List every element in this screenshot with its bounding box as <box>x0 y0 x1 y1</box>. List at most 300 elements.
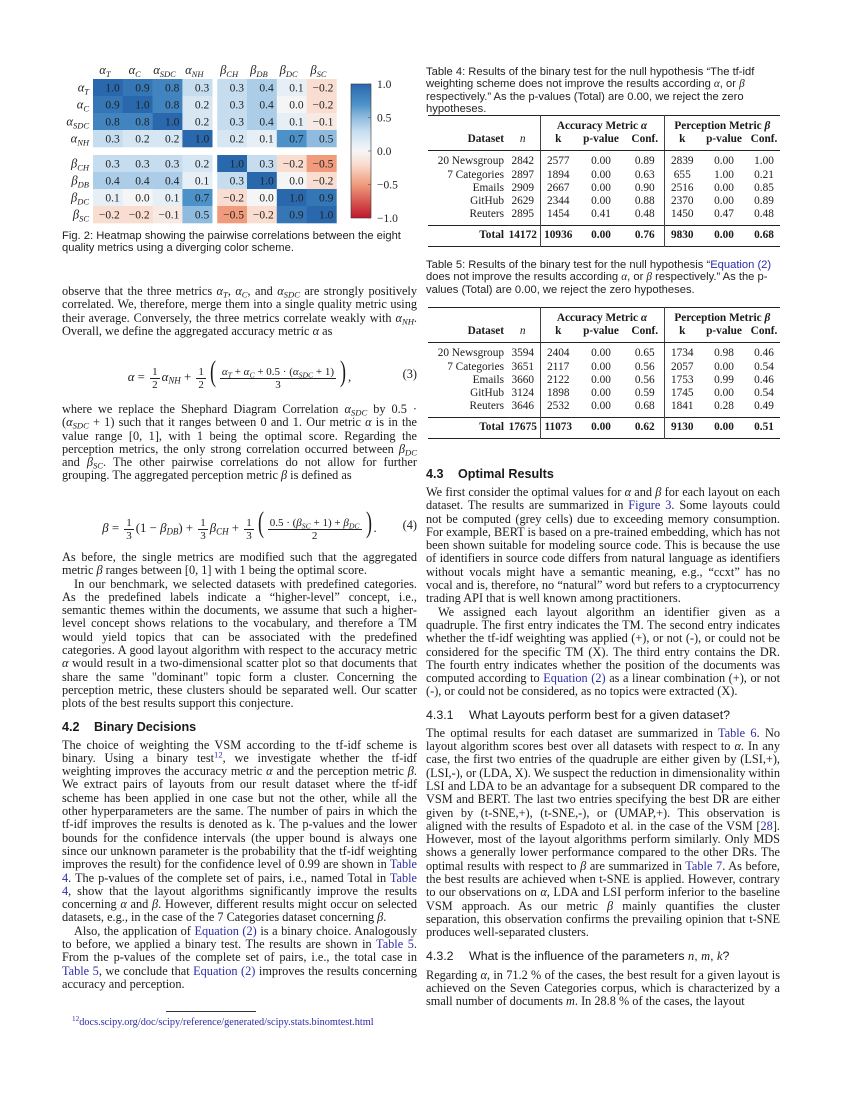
paragraph: Also, the application of Equation (2) is a binary choice. Analogously to before, we applied a binary test. The results are shown in Table 5. From the p-values of the complete set of pairs, i.e., the total case in Table 5, we conclude that Equation (2) improves the results concerning accuracy and perception. <box>62 923 418 991</box>
header-row <box>428 325 780 343</box>
column-header: k <box>664 325 700 343</box>
section-heading-4-2 <box>62 720 417 734</box>
table-cell: 2057 <box>670 360 694 373</box>
table-cell: 0.56 <box>626 361 664 374</box>
table-cell: 0.48 <box>626 208 664 226</box>
table-cell: 0.56 <box>626 374 664 387</box>
table-cell: 0.00 <box>576 418 626 438</box>
math-symbol: $\alpha_T$ <box>216 284 228 300</box>
group-header-accuracy: Accuracy Metric α <box>540 308 664 326</box>
colorbar-tick-label: −1.0 <box>377 213 398 225</box>
cross-reference-link[interactable]: Table 6 <box>717 725 757 740</box>
table-cell: 1.00 <box>754 155 774 168</box>
math-symbol: β <box>407 764 414 779</box>
heatmap-cell-value: 0.1 <box>259 133 274 146</box>
header-row <box>428 133 780 151</box>
heatmap-cell-value: 0.3 <box>165 158 180 171</box>
table-row <box>428 169 780 182</box>
heatmap-cell-value: 0.8 <box>165 99 180 112</box>
heatmap-cell-value: 0.5 <box>194 209 210 222</box>
table-cell: 0.41 <box>591 208 611 221</box>
column-header: p-value <box>700 133 748 151</box>
column-header: k <box>540 325 576 343</box>
table-cell: 0.90 <box>626 182 664 195</box>
footnote-link[interactable]: docs.scipy.org/doc/scipy/reference/generated/scipy.stats.binomtest.html <box>79 1017 374 1028</box>
table-cell: 0.00 <box>591 181 611 194</box>
denominator: 2 <box>198 378 204 391</box>
table-cell: Total <box>428 226 506 246</box>
math-symbol: n <box>519 325 526 338</box>
table-cell: 0.00 <box>714 360 734 373</box>
column-header: k <box>540 133 576 151</box>
math-symbol: $\beta_{SC}$ <box>296 516 311 531</box>
math-symbol: β <box>739 78 745 91</box>
heatmap-cell-value: 0.1 <box>165 192 180 205</box>
heatmap-cell-value: 0.4 <box>105 175 120 188</box>
table-cell: 1454 <box>546 208 570 221</box>
row-label: $\alpha_T$ <box>77 80 89 97</box>
table-cell: 0.00 <box>591 373 611 386</box>
table-cell: 0.88 <box>626 195 664 208</box>
heatmap-cell-value: −0.2 <box>282 158 304 171</box>
equation-4 <box>62 504 417 546</box>
equation-number: (3) <box>402 366 417 381</box>
heatmap-cell-value: 0.7 <box>289 133 304 146</box>
heatmap-cell-value: −0.1 <box>312 116 334 129</box>
table-cell: 3124 <box>506 387 540 400</box>
math-symbol: n <box>519 133 526 146</box>
column-header: Dataset <box>428 133 506 151</box>
cross-reference-link[interactable]: Equation (2) <box>710 259 772 271</box>
cross-reference-link[interactable]: Equation (2) <box>194 923 257 938</box>
paragraph: We first consider the optimal values for α and β for each layout on each dataset. The results are summarized in Figure 3. Some layouts could not be computed (grey cells) due to exceeding memory consumption. For example, BERT is based on a pre-trained embedding, which has not been shown suitable for modeling source code. This is because the use of identifiers in source code differs from natural language as identifiers without vocals might have a semantic meaning, e.g., “ccxt” has no vocal and is, therefore, no “natural” word but refers to a cryptocurrency trading API that is well known among practitioners. <box>426 485 781 606</box>
heatmap-cell-value: −0.2 <box>98 209 120 222</box>
heatmap-cell-value: −0.2 <box>312 82 334 95</box>
heatmap-cell-value: −0.5 <box>223 209 244 222</box>
table-cell: 0.98 <box>714 347 734 360</box>
colorbar-tick-label: 0.0 <box>377 146 392 158</box>
heatmap-cell-value: 0.9 <box>289 209 304 222</box>
fraction <box>150 366 160 391</box>
table-cell: 0.00 <box>591 347 611 360</box>
large-parenthesis: ( <box>257 506 264 540</box>
column-label: $\beta_{DC}$ <box>279 63 298 79</box>
table-cell: 2629 <box>506 195 540 208</box>
column-label: $\alpha_T$ <box>99 63 111 79</box>
table-cell: 0.63 <box>626 169 664 182</box>
section-number: 4.3.2 <box>426 948 454 963</box>
heatmap-cell-value: 1.0 <box>229 158 244 171</box>
heatmap-cell-value: −0.2 <box>223 192 244 205</box>
heatmap-cell-value: 0.3 <box>105 133 120 146</box>
table-cell: 1898 <box>546 387 570 400</box>
table-cell: 0.00 <box>576 226 626 246</box>
table-total-row <box>428 418 780 438</box>
heatmap-cell-value: 0.3 <box>105 158 120 171</box>
column-header: Conf. <box>748 133 780 151</box>
math-symbol: β <box>764 312 771 324</box>
empty-header <box>506 116 540 134</box>
table-cell: 0.00 <box>714 195 734 208</box>
column-header: p-value <box>576 133 626 151</box>
heatmap-cell-value: 0.3 <box>229 175 244 188</box>
equation-3 <box>62 353 417 395</box>
equation-body: α = $\frac{1}{2}$ $\alpha_{NH}$ + $\frac{1}{2}$ ( $\frac{\alpha_T + \alpha_C + 0.5 \cdot (\alpha_{SDC} + 1)}{3}$ ) , <box>127 355 352 391</box>
table-cell: 2909 <box>506 182 540 195</box>
math-symbol: $\beta_{SC}$ <box>86 455 104 471</box>
table-cell: 10936 <box>540 226 576 246</box>
heatmap-cell-value: −0.1 <box>158 209 180 222</box>
heatmap-cell-value: −0.5 <box>312 158 334 171</box>
equation-body: β = $\frac{1}{3}$ $(1 - \beta_{DB})$ + $\frac{1}{3}$ $\beta_{CH}$ + $\frac{1}{3}$ ( $\frac{0.5 \cdot (\beta_{SC} + 1) + \beta_{DC}}{2}$ ) . <box>102 506 377 542</box>
table-cell: 1841 <box>670 400 694 413</box>
numerator: 1 <box>200 516 206 529</box>
table-cell: 0.00 <box>591 387 611 400</box>
table-cell: 0.62 <box>626 418 664 438</box>
heatmap-cell-value: 0.0 <box>259 192 274 205</box>
numerator: 1 <box>152 365 158 378</box>
math-symbol: β <box>280 468 288 483</box>
table-row <box>428 195 780 208</box>
table-cell: 0.54 <box>754 387 774 400</box>
column-label: $\alpha_{SDC}$ <box>153 63 176 79</box>
heatmap-cell-value: 0.3 <box>259 158 274 171</box>
left-column-flow <box>62 551 417 991</box>
table-cell: 7 Categories <box>447 360 504 373</box>
table-row <box>428 400 780 418</box>
heatmap-cell-value: −0.2 <box>312 99 334 112</box>
math-symbol: β <box>607 898 614 913</box>
large-parenthesis: ) <box>365 506 372 540</box>
header-group-row <box>428 308 780 326</box>
results-table <box>428 115 780 247</box>
section-title: Binary Decisions <box>94 719 197 734</box>
math-symbol: m <box>701 948 711 963</box>
column-header: Conf. <box>626 133 664 151</box>
table-cell: Emails <box>472 373 504 386</box>
table-cell: 2404 <box>546 347 570 360</box>
section-title: What Layouts perform best for a given dataset? <box>469 707 731 722</box>
cross-reference-link[interactable]: Equation (2) <box>543 671 606 686</box>
row-label: $\beta_{CH}$ <box>70 156 89 173</box>
heatmap-cell-value: 0.8 <box>105 116 120 129</box>
math-symbol: α <box>120 897 127 912</box>
heatmap-cell-value: 0.8 <box>165 82 180 95</box>
column-header: Conf. <box>748 325 780 343</box>
right-column-flow <box>426 458 780 1008</box>
column-header <box>506 133 540 151</box>
math-symbol: α <box>62 656 69 671</box>
denominator: 2 <box>311 529 318 542</box>
math-symbol: $\beta_{DC}$ <box>398 441 417 458</box>
table-cell: 0.00 <box>714 155 734 168</box>
table-cell: 0.00 <box>591 168 611 181</box>
heatmap-cell-value: 0.1 <box>289 116 304 129</box>
math-symbol: $\alpha_C$ <box>235 284 248 300</box>
column-header: p-value <box>700 325 748 343</box>
group-header-perception: Perception Metric β <box>674 312 771 324</box>
table-row <box>428 151 780 169</box>
group-header-perception: Perception Metric β <box>674 120 771 132</box>
table-cell: 0.59 <box>626 387 664 400</box>
table-row <box>428 387 780 400</box>
heatmap-cell-value: 1.0 <box>319 209 334 222</box>
results-table <box>428 307 780 439</box>
section-title: What is the influence of the parameters n, m, k? <box>469 948 730 963</box>
heatmap-cell-value: 0.3 <box>229 82 244 95</box>
header-group-row <box>428 116 780 134</box>
math-symbol: α <box>621 271 628 284</box>
table-cell: 0.21 <box>754 168 774 181</box>
table-cell: Reuters <box>469 400 504 413</box>
figure-caption: Fig. 2: Heatmap showing the pairwise correlations between the eight quality metrics using a diverging color scheme. <box>62 230 401 255</box>
table-cell: 0.68 <box>748 226 780 246</box>
math-symbol: α <box>540 885 547 900</box>
paragraph: where we replace the Shephard Diagram Correlation $\alpha_{SDC}$ by $0.5 \cdot (\alpha_{SDC} + 1)$ such that it ranges between 0 and 1. Our metric α is in the value range [0, 1], with 1 being the optimal score. Regarding the perception metrics, the only strong correlation occurred between $\beta_{DC}$ and $\beta_{SC}$. The other pairwise correlations do not allow for further grouping. The aggregated perception metric β is defined as <box>62 402 417 483</box>
empty-header <box>428 308 506 326</box>
heatmap-cell-value: 0.4 <box>135 175 150 188</box>
math-symbol: α <box>266 764 273 779</box>
table-cell: 0.00 <box>591 155 611 168</box>
cross-reference-link[interactable]: Figure 3 <box>628 498 672 513</box>
numerator: $\alpha_T + \alpha_C + 0.5 \cdot (\alpha_{SDC} + 1)$ <box>221 365 335 380</box>
table-row <box>428 182 780 195</box>
table-cell: GitHub <box>470 195 504 208</box>
fraction <box>124 517 134 542</box>
table-cell: 1450 <box>670 208 694 221</box>
paragraph: observe that the three metrics $\alpha_T$, $\alpha_C$, and $\alpha_{SDC}$ are strongly positively correlated. We, therefore, merge them into a single quality metric using their average. Conversely, the three metrics correlate weakly with $\alpha_{NH}$. Overall, we define the aggregated accuracy metric α as <box>62 284 417 338</box>
equation-number: (4) <box>402 517 417 532</box>
row-label: $\beta_{SC}$ <box>72 207 89 224</box>
empty-header <box>506 308 540 326</box>
large-parenthesis: ( <box>209 355 216 389</box>
denominator: 3 <box>126 529 132 542</box>
table-cell: 2667 <box>546 181 570 194</box>
cross-reference-link[interactable]: Table 5 <box>62 963 99 978</box>
row-label: $\beta_{DB}$ <box>71 173 89 190</box>
table-cell: 2122 <box>546 373 570 386</box>
math-symbol: β <box>764 120 771 132</box>
column-label: $\alpha_C$ <box>128 63 141 79</box>
table-cell: 9830 <box>664 226 700 246</box>
table-cell: 0.46 <box>754 373 774 386</box>
heatmap-cell-value: 0.0 <box>289 175 304 188</box>
heatmap-cell-value: 0.3 <box>194 82 210 95</box>
table-cell: 3594 <box>506 343 540 361</box>
table-4 <box>428 115 780 247</box>
table-cell: 17675 <box>506 418 540 438</box>
heatmap-cell-value: 0.3 <box>135 158 150 171</box>
section-number: 4.3.1 <box>426 707 454 722</box>
math-symbol: α <box>624 485 632 499</box>
table-cell: 3660 <box>506 374 540 387</box>
heatmap-cell-value: 0.8 <box>135 116 150 129</box>
table-cell: 2516 <box>670 181 694 194</box>
heatmap-cell-value: −0.2 <box>128 209 150 222</box>
heatmap-cell-value: 0.3 <box>229 116 244 129</box>
math-symbol: α <box>480 967 487 982</box>
large-parenthesis: ) <box>340 355 347 389</box>
table-cell: 655 <box>673 168 691 181</box>
table-cell: GitHub <box>470 387 504 400</box>
math-symbol: α <box>734 739 741 754</box>
column-label: $\beta_{SC}$ <box>310 63 327 79</box>
paragraph: The optimal results for each dataset are summarized in Table 6. No layout algorithm scores best over all datasets with respect to α. In any case, the first two entries of the quadruple are either given by (LSI,+), (LSI,-), or (LDA, X). We suspect the reduction in dimensionality within LSI and LDA to be an advantage for a subsequent DR compared to the VSM and BERT. The last two entries specifying the best DR are either given by (t-SNE,+), (t-SNE,-), or (UMAP,+). This observation is aligned with the results of Espadoto et al. in the case of the VSM [28]. However, most of the layout algorithms perform similarly. Only MDS shows a generally lower performance compared to the other DRs. The optimal results with respect to β are summarized in Table 7. As before, the best results are achieved when t-SNE is applied. However, contrary to our observations on α, LDA and LSI perform inferior to the baseline VSM approach. As our metric β mainly quantifies the cluster separation, this observation confirms the prevailing opinion that t-SNE produces well-separated clusters. <box>426 725 781 940</box>
cross-reference-link[interactable]: Equation (2) <box>193 963 256 978</box>
table-total-row <box>428 226 780 246</box>
table-5 <box>428 307 780 439</box>
table-cell: 0.46 <box>754 347 774 360</box>
fraction <box>220 366 336 391</box>
subsection-heading-4-3-2 <box>426 949 780 964</box>
table-cell: 0.00 <box>591 195 611 208</box>
section-heading-4-3 <box>426 467 780 481</box>
row-label: $\beta_{DC}$ <box>70 190 89 207</box>
footnote-divider <box>166 1011 256 1012</box>
table-cell: 0.99 <box>714 373 734 386</box>
table-cell: Reuters <box>469 208 504 221</box>
math-symbol: α <box>127 370 135 385</box>
table-cell: 3651 <box>506 361 540 374</box>
math-symbol: n <box>688 948 695 963</box>
heatmap-cell-value: −0.2 <box>252 209 274 222</box>
cross-reference-link[interactable]: Table 7 <box>685 858 723 873</box>
table-cell: 2842 <box>506 151 540 169</box>
column-label: $\alpha_{NH}$ <box>185 63 204 79</box>
subsection-heading-4-3-1 <box>426 708 780 722</box>
heatmap-cell-value: 0.2 <box>165 133 180 146</box>
row-label: $\alpha_C$ <box>76 97 89 114</box>
math-symbol: k <box>716 948 723 963</box>
denominator: 3 <box>200 529 206 542</box>
cross-reference-link[interactable]: Table 4 <box>62 870 417 898</box>
fraction <box>268 517 362 542</box>
heatmap-cell-value: 0.0 <box>289 99 304 112</box>
column-header: k <box>664 133 700 151</box>
table-cell: 1.00 <box>714 168 734 181</box>
table-4-caption: Table 4: Results of the binary test for the null hypothesis “The tf-idf weighting scheme does not improve the results according α, or β respectively.” As the p-values (Total) are 0.00, we reject the zero hypotheses. <box>426 66 755 116</box>
table-cell: 1745 <box>670 387 694 400</box>
table-cell: 2895 <box>506 208 540 226</box>
column-header: Dataset <box>428 325 506 343</box>
column-label: $\beta_{CH}$ <box>220 63 239 79</box>
colorbar-tick-label: −0.5 <box>377 179 398 192</box>
row-label: $\alpha_{SDC}$ <box>66 114 89 131</box>
table-cell: 0.00 <box>714 181 734 194</box>
paragraph: As before, the single metrics are modified such that the aggregated metric β ranges between [0, 1] with 1 being the optimal score. <box>62 550 417 578</box>
table-row <box>428 374 780 387</box>
table-cell: 0.00 <box>591 400 611 413</box>
denominator: 3 <box>275 378 281 391</box>
heatmap-cell-value: 1.0 <box>165 116 180 129</box>
table-cell: 0.48 <box>754 208 774 221</box>
heatmap-cell-value: 0.1 <box>289 82 304 95</box>
table-cell: 3646 <box>506 400 540 418</box>
table-cell: 0.54 <box>754 360 774 373</box>
table-cell: 2370 <box>670 195 694 208</box>
heatmap-cell-value: 0.9 <box>105 99 120 112</box>
fraction <box>244 517 254 542</box>
math-symbol: β <box>646 271 652 284</box>
table-cell: 1894 <box>546 168 570 181</box>
paragraph: The choice of weighting the VSM according to the tf-idf scheme is binary. Using a binary test$^{12}$, we investigate whether the tf-idf weighting improves the accuracy metric α and the perception metric β. We extract pairs of layouts from our result dataset where the tf-idf scheme has been applied in one case but not the other, while all the other hyperparameters are the same. The number of pairs in which the tf-idf improves the results is denoted as k. The p-values and the lower bounds for the confidence intervals (the upper bound is always one since our unknown parameter is the probability that the tf-idf weighting improves the result) for the confidence level of 0.99 are shown in Table 4. The p-values of the complete set of pairs, i.e., named Total in Table 4, show that the layout algorithms significantly improve the results concerning α and β. However, different results might occur on selected datasets, e.g., in the case of the 7 Categories dataset concerning β. <box>62 737 418 925</box>
heatmap-cell-value: 0.0 <box>135 192 150 205</box>
table-cell: 2117 <box>547 360 570 373</box>
table-cell: 1753 <box>670 373 694 386</box>
heatmap-cell-value: 0.2 <box>135 133 150 146</box>
heatmap-cell-value: 0.9 <box>135 82 150 95</box>
fraction <box>196 366 206 391</box>
math-symbol: $\beta_{DB}$ <box>160 521 179 537</box>
math-symbol: α <box>640 120 648 132</box>
heatmap-cell-value: 1.0 <box>105 82 120 95</box>
table-cell: 2577 <box>546 155 570 168</box>
denominator: 3 <box>246 529 252 542</box>
numerator: $0.5 \cdot (\beta_{SC} + 1) + \beta_{DC}$ <box>269 516 360 531</box>
footnote-number: 12 <box>72 1015 80 1024</box>
group-header-accuracy: Accuracy Metric α <box>540 116 664 134</box>
heatmap-cell-value: 1.0 <box>259 175 274 188</box>
numerator: 1 <box>198 365 204 378</box>
heatmap-cell-value: 1.0 <box>289 192 304 205</box>
math-symbol: $\alpha_{SDC}$ <box>292 365 314 380</box>
math-symbol: β <box>102 521 109 536</box>
heatmap-cell-value: 0.7 <box>194 192 210 205</box>
math-symbol: m <box>566 994 575 1009</box>
table-row <box>428 361 780 374</box>
table-cell: 0.89 <box>626 151 664 169</box>
heatmap-cell-value: 0.2 <box>229 133 244 146</box>
cross-reference-link[interactable]: 28 <box>760 818 773 833</box>
math-symbol: β <box>655 485 662 499</box>
numerator: 1 <box>126 516 132 529</box>
math-symbol: α <box>713 78 720 91</box>
table-cell: 20 Newsgroup <box>437 347 504 360</box>
heatmap-cell-value: 0.2 <box>194 99 210 112</box>
paragraph: We assigned each layout algorithm an identifier given as a quadruple. The first entry indicates the TM. The second entry indicates whether the tf-idf weighting was applied (+), or not (-), or could not be considered for the specific TM (X). The third entry contains the DR. The fourth entry indicates whether the position of the documents was computed according to Equation (2) as a linear combination (+), or not (-), or could not be considered, as no topics were extracted (X). <box>426 604 781 699</box>
table-cell: 0.47 <box>714 208 734 221</box>
section-number: 4.2 <box>62 719 80 734</box>
heatmap-cell-value: 0.2 <box>194 116 210 129</box>
fraction <box>198 517 208 542</box>
cross-reference-link[interactable]: Table 5 <box>376 937 414 952</box>
column-header <box>506 325 540 343</box>
table-cell: 0.65 <box>626 343 664 361</box>
table-cell: 0.49 <box>754 400 774 413</box>
correlation-heatmap <box>0 0 420 230</box>
table-cell: 11073 <box>540 418 576 438</box>
math-symbol: $\beta_{DC}$ <box>343 516 360 531</box>
table-cell: 2344 <box>546 195 570 208</box>
empty-header <box>428 116 506 134</box>
heatmap-cell-value: 0.2 <box>194 158 210 171</box>
math-symbol: α <box>365 415 372 430</box>
heatmap-cell-value: 0.4 <box>259 99 274 112</box>
heatmap-cell-value: −0.2 <box>312 175 334 188</box>
table-cell: 0.00 <box>700 418 748 438</box>
footnote-marker[interactable]: 12 <box>214 749 223 760</box>
math-symbol: $\alpha_{SDC}$ <box>344 402 368 418</box>
heatmap-cell-value: 0.1 <box>105 192 120 205</box>
table-cell: 2839 <box>670 155 694 168</box>
math-symbol: β <box>152 897 159 912</box>
heatmap-cell-value: 1.0 <box>194 133 210 146</box>
cross-reference-link[interactable]: Table 4 <box>62 857 417 885</box>
table-cell: 0.89 <box>754 195 774 208</box>
table-cell: 0.28 <box>714 400 734 413</box>
math-symbol: α <box>312 323 320 338</box>
heatmap-cell-value: 0.4 <box>259 82 274 95</box>
